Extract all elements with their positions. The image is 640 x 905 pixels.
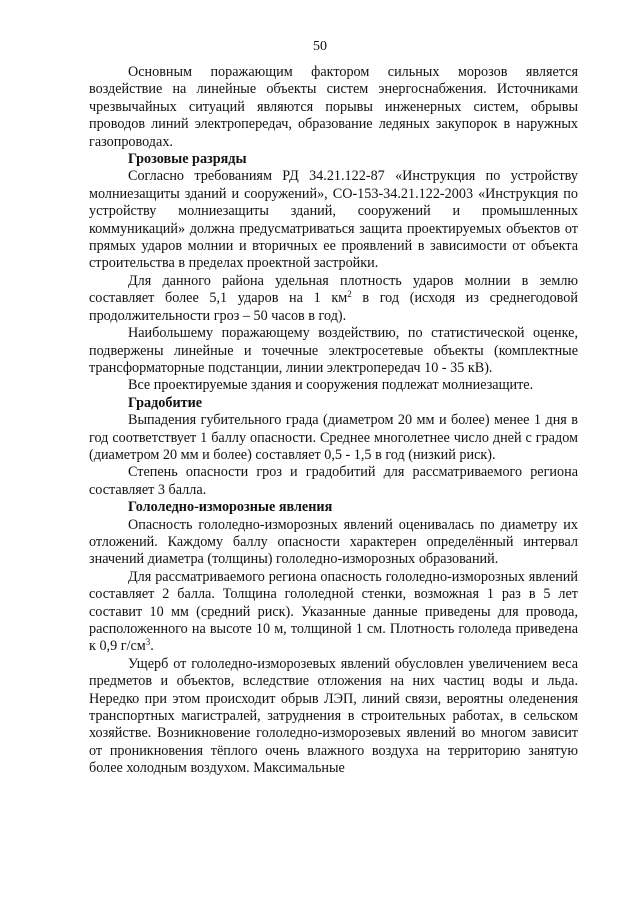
paragraph-grid-objects: Наибольшему поражающему воздействию, по статистической оценке, подвержены линейные и точечные электросетевые объекты (комплектные трансформаторные подстанции, линии электропередач 10 - 35 кВ). [89, 325, 578, 376]
paragraph-hazard-degree: Степень опасности гроз и градобитий для рассматриваемого региона составляет 3 балла. [89, 464, 578, 498]
heading-icing: Гололедно-изморозные явления [128, 499, 333, 516]
lightning-density-text-end: в год (исходя из среднегодовой продолжительности гроз – 50 часов в год). [89, 290, 578, 324]
paragraph-lightning-protection: Все проектируемые здания и сооружения подлежат молниезащите. [128, 377, 534, 394]
document-body [89, 64, 578, 778]
icing-region-text-end: . [150, 638, 154, 655]
lightning-density-text: Для данного района удельная плотность ударов молнии в землю составляет более 5,1 ударов на 1 км [89, 272, 578, 307]
paragraph-lightning-density [89, 273, 578, 325]
paragraph-frost: Основным поражающим фактором сильных морозов является воздействие на линейные объекты систем энергоснабжения. Источниками чрезвычайных ситуаций являются порывы инженерных систем, обрывы проводов линий электропередач, образование ледяных закупорок в наружных газопроводах. [89, 64, 578, 150]
heading-thunderstorms: Грозовые разряды [128, 151, 247, 168]
paragraph-lightning-requirements: Согласно требованиям РД 34.21.122-87 «Инструкция по устройству молниезащиты зданий и сооружений», СО-153-34.21.122-2003 «Инструкция по устройству молниезащиты зданий, сооружений и промышленных коммуникаций» должна предусматриваться защита проектируемых объектов от прямых ударов молнии и вторичных ее проявлений в зависимости от объекта строительства в пределах проектной застройки. [89, 168, 578, 272]
paragraph-hail-frequency: Выпадения губительного града (диаметром 20 мм и более) менее 1 дня в год соответствует 1 баллу опасности. Среднее многолетнее число дней с градом (диаметром 20 мм и более) составляет 0,5 - 1,5 в год (низкий риск). [89, 412, 578, 463]
paragraph-icing-damage: Ущерб от гололедно-изморозевых явлений обусловлен увеличением веса предметов и объектов, вследствие отложения на них частиц воды и льда. Нередко при этом происходит обрыв ЛЭП, линий связи, вероятны оледенения транспортных магистралей, затруднения в строительных работах, в сельском хозяйстве. Возникновение гололедно-изморозевых явлений во многом зависит от проникновения тёплого очень влажного воздуха на территорию занятую более холодным воздухом. Максимальные [89, 655, 578, 777]
paragraph-icing-region [89, 569, 578, 656]
superscript-cubed: 3 [145, 637, 151, 648]
paragraph-icing-assessment: Опасность гололедно-изморозных явлений оценивалась по диаметру их отложений. Каждому баллу опасности характерен определённый интервал значений диаметра (толщины) гололедно-изморозных образований. [89, 516, 578, 568]
superscript-squared: 2 [347, 289, 352, 300]
icing-region-text: Для рассматриваемого региона опасность гололедно-изморозных явлений составляет 2 балла. Толщина гололедной стенки, возможная 1 раз в 5 лет составит 10 мм (средний риск). Указанные данные приведены для провода, расположенного на высоте 10 м, толщиной 1 см. Плотность гололеда приведена к 0,9 г/см [89, 568, 578, 655]
page-number: 50 [313, 39, 327, 54]
heading-hail: Градобитие [128, 394, 203, 411]
